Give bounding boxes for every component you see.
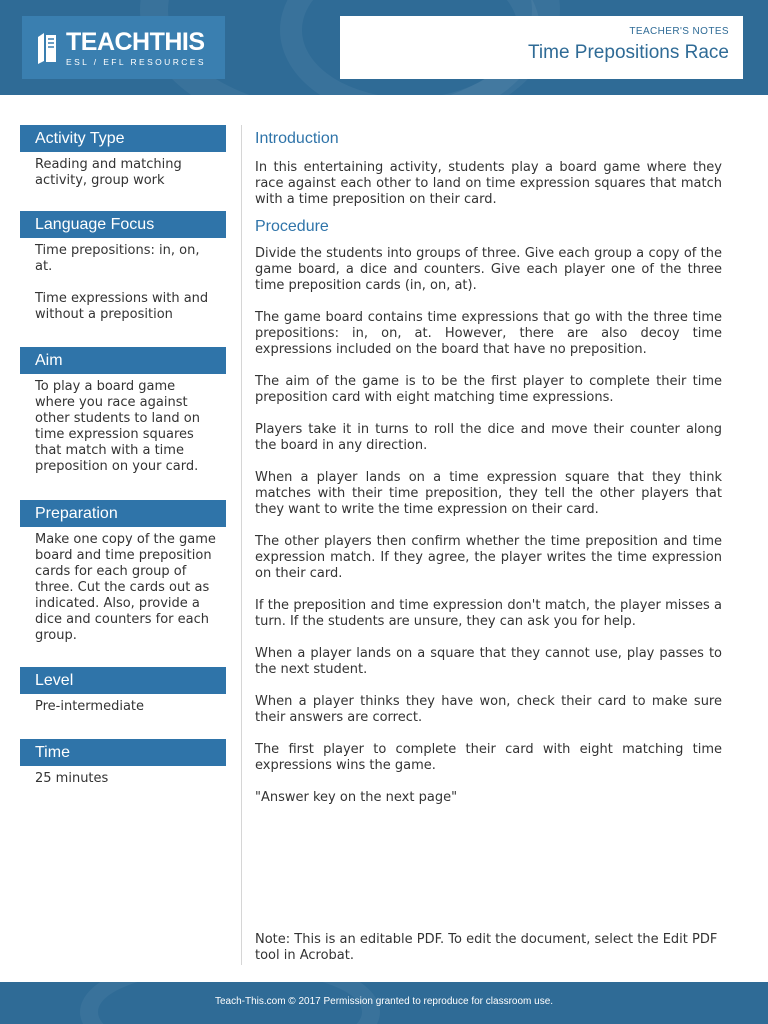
main-content [255, 129, 722, 822]
procedure-paragraph: When a player lands on a time expression square that they think matches with their time preposition, they tell the other players that they want to write the time expression on their card. [255, 470, 722, 517]
introduction-heading: Introduction [255, 130, 339, 147]
aim-section [20, 347, 226, 500]
book-logo-icon [36, 31, 58, 65]
level-heading: Level [20, 667, 226, 694]
page-footer [0, 982, 768, 1024]
procedure-paragraph: The first player to complete their card with eight matching time expressions wins the game. [255, 742, 722, 773]
level-section [20, 667, 226, 739]
level-text: Pre-intermediate [35, 699, 145, 714]
editable-pdf-note: Note: This is an editable PDF. To edit the document, select the Edit PDF tool in Acrobat. [255, 932, 718, 963]
procedure-paragraph: When a player thinks they have won, check their card to make sure their answers are correct. [255, 694, 722, 725]
title-box [340, 16, 743, 79]
procedure-paragraph: Divide the students into groups of three. Give each group a copy of the game board, a dice and counters. Give each player one of the three time preposition cards (in, on, at). [255, 246, 722, 293]
activity-type-text: Reading and matching activity, group work [35, 157, 182, 188]
time-text: 25 minutes [35, 771, 109, 786]
sidebar [20, 125, 226, 787]
procedure-paragraph: The game board contains time expressions that go with the three time prepositions: in, on, at. However, there are also decoy time expressions included on the board that have no preposition. [255, 310, 722, 357]
page-title: Time Prepositions Race [528, 42, 729, 63]
activity-type-heading: Activity Type [20, 125, 226, 152]
procedure-paragraph: Players take it in turns to roll the dice and move their counter along the board in any direction. [255, 422, 722, 453]
language-focus-section [20, 211, 226, 347]
logo-title: TEACHTHIS [66, 27, 205, 56]
answer-key-note: "Answer key on the next page" [255, 790, 458, 805]
time-section [20, 739, 226, 787]
procedure-paragraph: The other players then confirm whether the time preposition and time expression match. If they agree, the player writes the time expression on their card. [255, 534, 722, 581]
aim-text: To play a board game where you race against other students to land on time expression squares that match with a time preposition on your card. [35, 379, 200, 474]
page-header [0, 0, 768, 95]
procedure-paragraph: When a player lands on a square that they cannot use, play passes to the next student. [255, 646, 722, 677]
introduction-text: In this entertaining activity, students play a board game where they race against each other to land on time expression squares that match with a time preposition on their card. [255, 160, 722, 207]
preparation-section [20, 500, 226, 667]
procedure-paragraph: If the preposition and time expression don't match, the player misses a turn. If the students are unsure, they can ask you for help. [255, 598, 722, 629]
copyright-text: Teach-This.com © 2017 Permission granted to reproduce for classroom use. [214, 996, 554, 1007]
preparation-heading: Preparation [20, 500, 226, 527]
procedure-heading: Procedure [255, 218, 329, 235]
language-focus-heading: Language Focus [20, 211, 226, 238]
language-focus-text: Time prepositions: in, on, at. [35, 243, 200, 274]
logo-subtitle: ESL / EFL RESOURCES [66, 56, 206, 67]
column-divider [241, 125, 242, 965]
language-focus-text: Time expressions with and without a preposition [35, 291, 209, 322]
teachers-notes-label: TEACHER'S NOTES [629, 26, 729, 37]
teachthis-logo [22, 16, 225, 79]
aim-heading: Aim [20, 347, 226, 374]
procedure-paragraph: The aim of the game is to be the first player to complete their time preposition card with eight matching time expressions. [255, 374, 722, 405]
time-heading: Time [20, 739, 226, 766]
activity-type-section [20, 125, 226, 211]
preparation-text: Make one copy of the game board and time preposition cards for each group of three. Cut the cards out as indicated. Also, provide a dice and counters for each group. [35, 532, 216, 643]
